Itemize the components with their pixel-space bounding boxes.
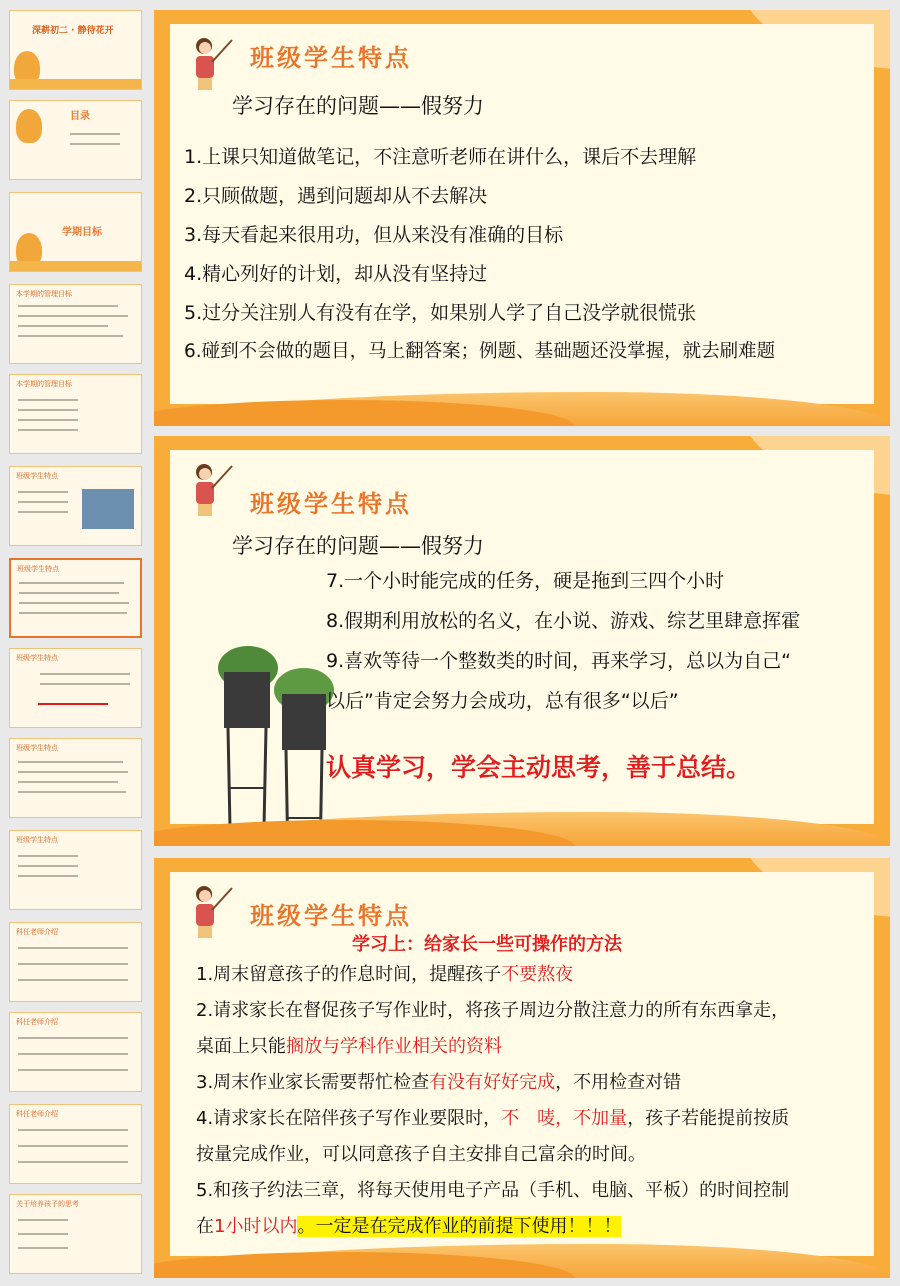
- list-item: 6.碰到不会做的题目，马上翻答案；例题、基础题还没掌握，就去刷难题: [184, 341, 776, 362]
- slide-thumbnail-7[interactable]: [9, 558, 142, 638]
- slide-thumbnail-9[interactable]: [9, 738, 142, 818]
- slide-thumbnail-13[interactable]: [9, 1104, 142, 1184]
- thumbnail-title: 目录: [70, 111, 90, 122]
- thumbnail-title: 班级学生特点: [17, 565, 59, 573]
- list-item: 5.和孩子约法三章，将每天使用电子产品（手机、电脑、平板）的时间控制: [196, 1180, 790, 1201]
- slide-2: [154, 436, 890, 846]
- thumbnail-title: 班级学生特点: [16, 836, 58, 844]
- slide-title: 班级学生特点: [250, 490, 412, 518]
- thumbnail-title: 深耕初二 · 静待花开: [32, 26, 114, 36]
- thumbnail-title: 科任老师介绍: [16, 1110, 58, 1118]
- list-item: 8.假期利用放松的名义，在小说、游戏、综艺里肆意挥霍: [326, 610, 801, 632]
- list-item: 5.过分关注别人有没有在学，如果别人学了自己没学就很慌张: [184, 302, 697, 324]
- thumbnail-title: 科任老师介绍: [16, 928, 58, 936]
- thumbnail-title: 科任老师介绍: [16, 1018, 58, 1026]
- thumbnail-title: 班级学生特点: [16, 472, 58, 480]
- slide-title: 班级学生特点: [250, 902, 412, 930]
- slide-content: [170, 872, 874, 1256]
- slide-thumbnail-panel: [0, 0, 150, 1286]
- slide-content: [170, 450, 874, 824]
- list-item: 4.精心列好的计划，却从没有坚持过: [184, 263, 488, 285]
- list-item: 桌面上只能搁放与学科作业相关的资料: [196, 1036, 502, 1057]
- slide-thumbnail-5[interactable]: [9, 374, 142, 454]
- list-item: 3.周末作业家长需要帮忙检查有没有好好完成，不用检查对错: [196, 1072, 682, 1093]
- slide-thumbnail-2[interactable]: [9, 100, 142, 180]
- list-item: 1.上课只知道做笔记，不注意听老师在讲什么，课后不去理解: [184, 146, 697, 168]
- slide-thumbnail-4[interactable]: [9, 284, 142, 364]
- teacher-pointer-icon: [190, 460, 236, 520]
- list-item: 按量完成作业，可以同意孩子自主安排自己富余的时间。: [196, 1144, 646, 1165]
- slide-thumbnail-3[interactable]: [9, 192, 142, 272]
- list-item: 4.请求家长在陪伴孩子写作业要限时，不 唛，不加量，孩子若能提前按质: [196, 1108, 790, 1129]
- slide-thumbnail-11[interactable]: [9, 922, 142, 1002]
- slide-thumbnail-10[interactable]: [9, 830, 142, 910]
- list-item: 3.每天看起来很用功，但从来没有准确的目标: [184, 224, 564, 246]
- slide-3: [154, 858, 890, 1278]
- list-item: 7.一个小时能完成的任务，硬是拖到三四个小时: [326, 570, 725, 592]
- slide-thumbnail-6[interactable]: [9, 466, 142, 546]
- slide-title: 班级学生特点: [250, 44, 412, 72]
- thumbnail-title: 本学期的管理目标: [16, 380, 72, 388]
- list-item: 在1小时以内。一定是在完成作业的前提下使用！！！: [196, 1216, 622, 1237]
- teacher-pointer-icon: [190, 882, 236, 942]
- slide-thumbnail-1[interactable]: [9, 10, 142, 90]
- list-item: 2.请求家长在督促孩子写作业时，将孩子周边分散注意力的所有东西拿走，: [196, 1000, 790, 1021]
- potted-plant-image: [218, 628, 338, 846]
- teacher-pointer-icon: [190, 34, 236, 94]
- thumbnail-title: 关于培养孩子的思考: [16, 1200, 79, 1208]
- list-item: 9.喜欢等待一个整数类的时间，再来学习，总以为自己“: [326, 650, 791, 672]
- slide-thumbnail-14[interactable]: [9, 1194, 142, 1274]
- slide-subtitle: 学习存在的问题——假努力: [232, 94, 484, 118]
- thumbnail-title: 本学期的管理目标: [16, 290, 72, 298]
- slide-thumbnail-8[interactable]: [9, 648, 142, 728]
- slide-1: [154, 10, 890, 426]
- slogan: 认真学习，学会主动思考，善于总结。: [326, 753, 752, 782]
- thumbnail-title: 班级学生特点: [16, 744, 58, 752]
- list-item: 以后”肯定会努力会成功，总有很多“以后”: [326, 690, 679, 712]
- thumbnail-title: 学期目标: [62, 227, 102, 238]
- list-item: 2.只顾做题，遇到问题却从不去解决: [184, 185, 488, 207]
- slide-subtitle: 学习存在的问题——假努力: [232, 534, 484, 558]
- thumbnail-title: 班级学生特点: [16, 654, 58, 662]
- list-item: 1.周末留意孩子的作息时间，提醒孩子不要熬夜: [196, 964, 574, 985]
- slide-content: [170, 24, 874, 404]
- slide-subtitle: 学习上：给家长一些可操作的方法: [352, 934, 622, 955]
- slide-thumbnail-12[interactable]: [9, 1012, 142, 1092]
